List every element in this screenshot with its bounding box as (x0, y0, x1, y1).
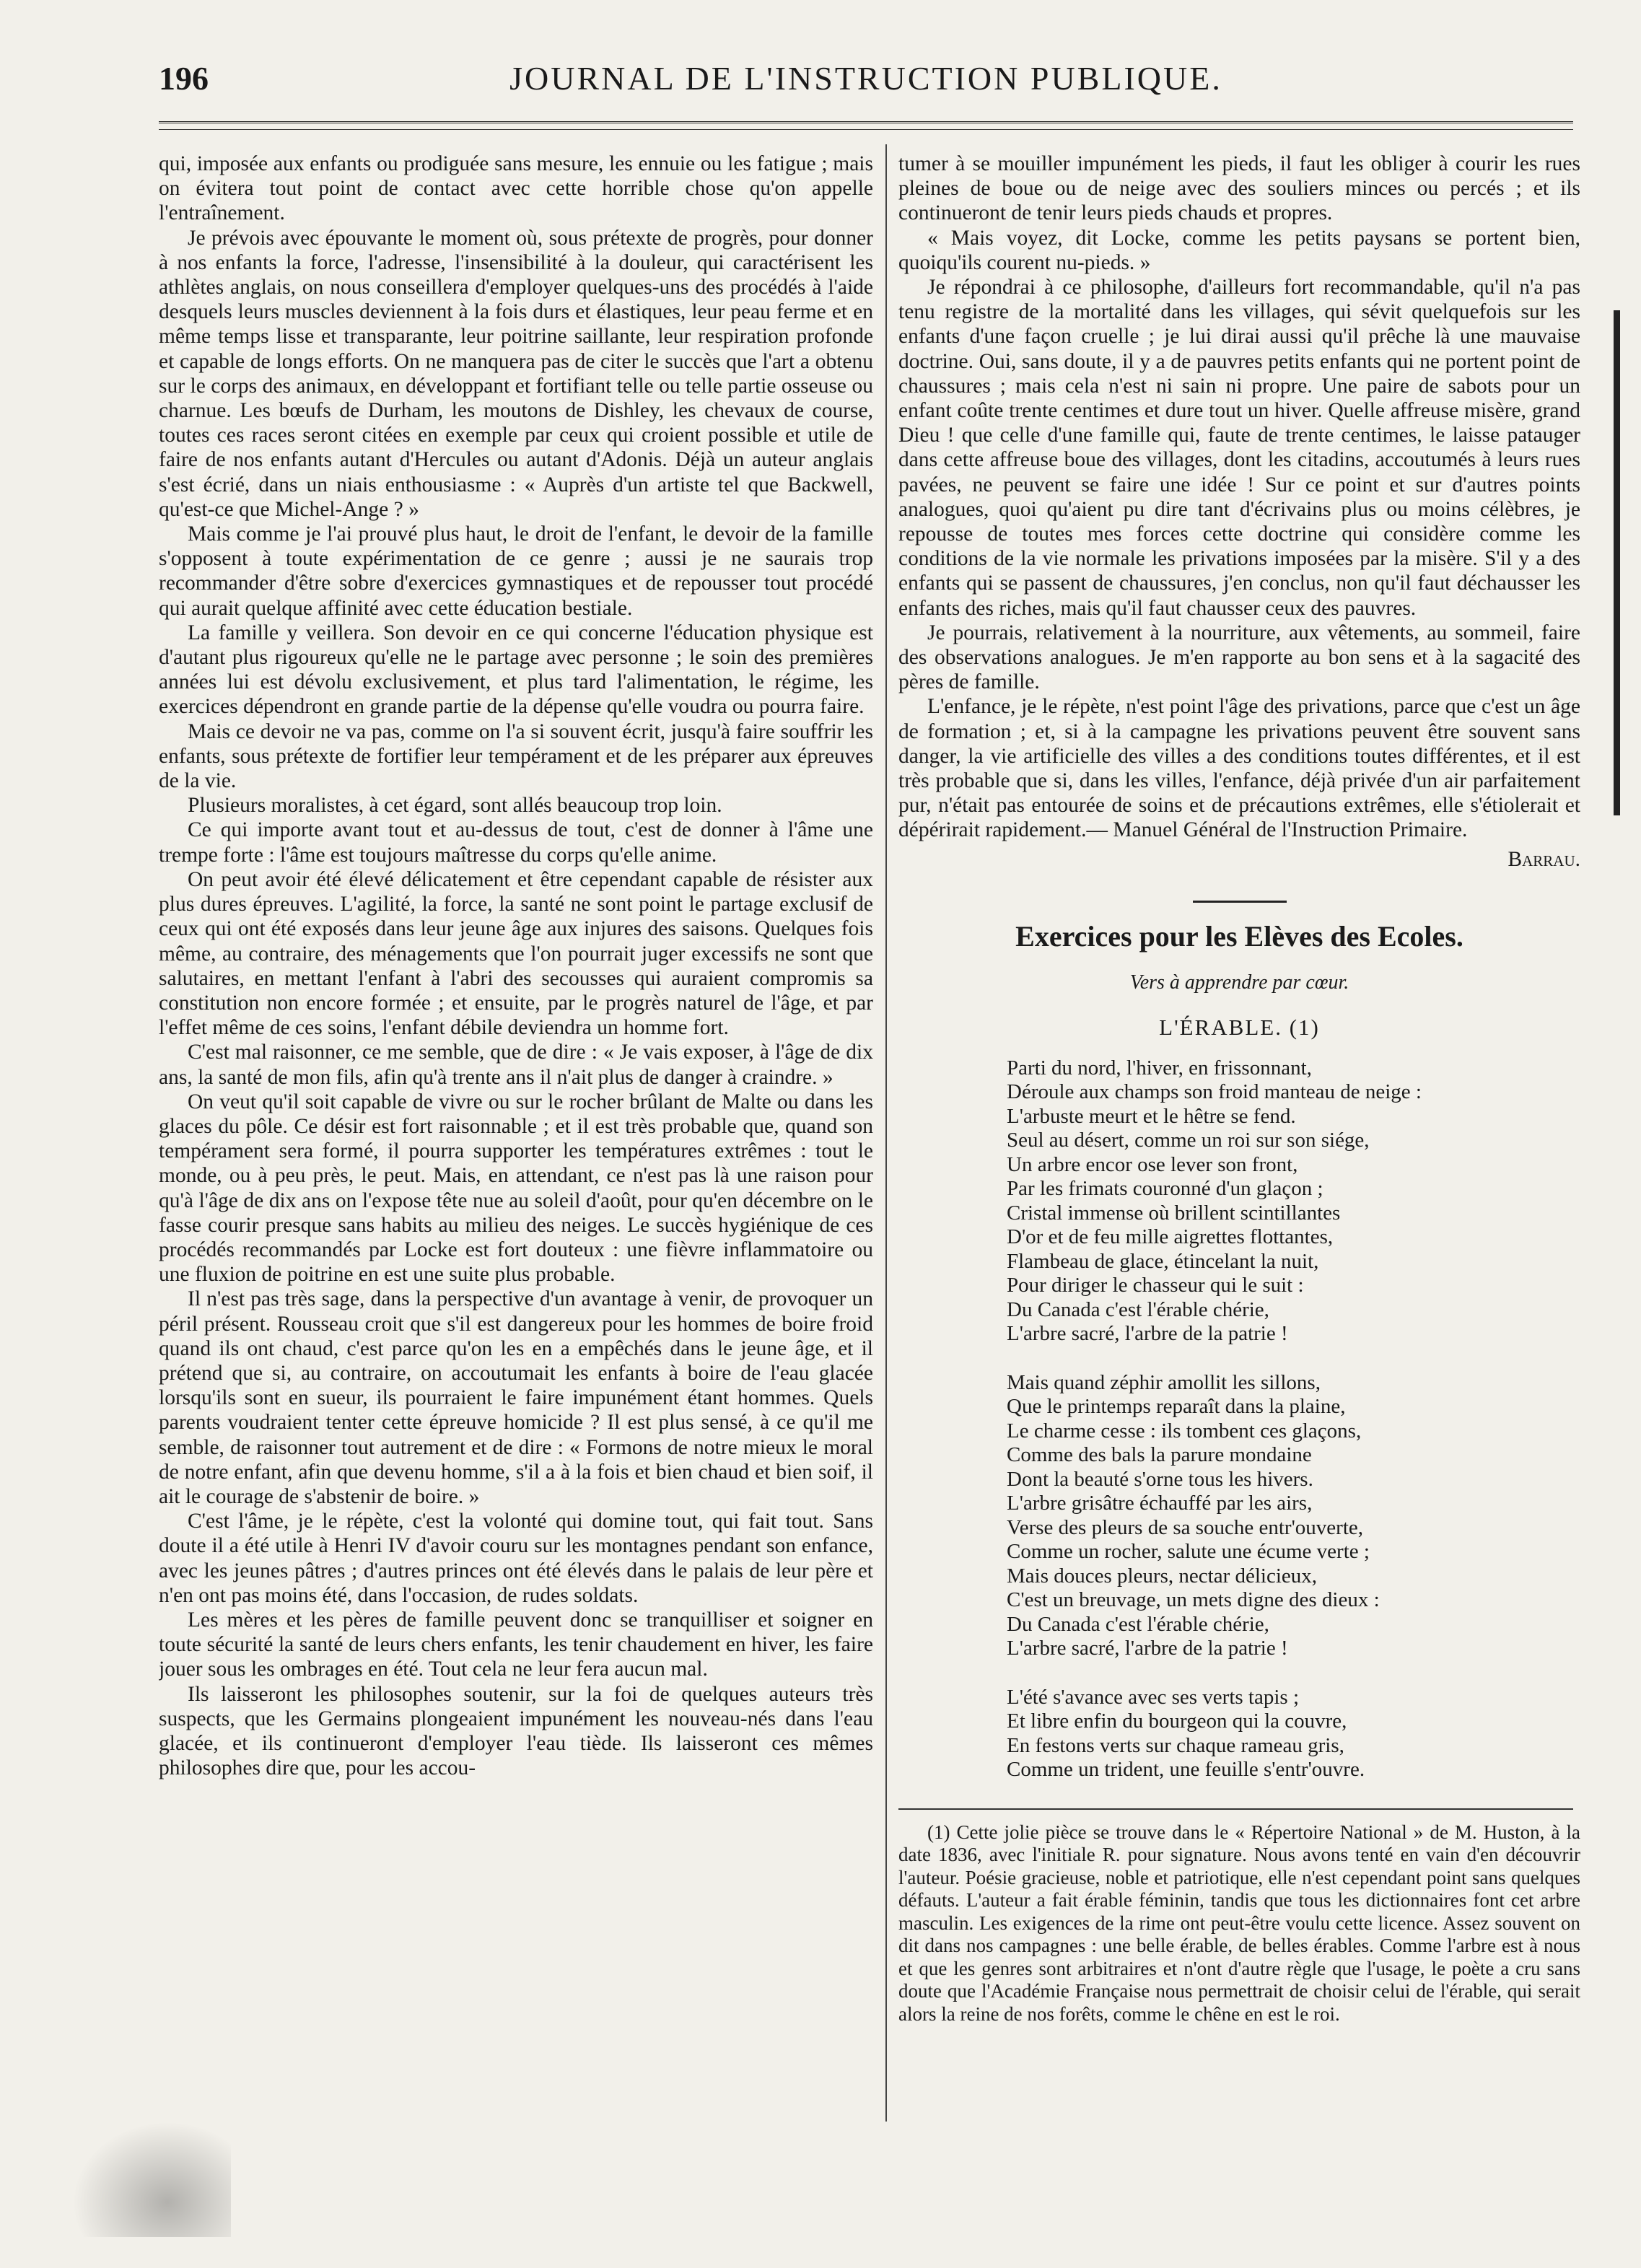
poem (1007, 1056, 1580, 1782)
poem-line: L'arbre sacré, l'arbre de la patrie ! (1007, 1322, 1288, 1345)
paragraph: Je répondrai à ce philosophe, d'ailleurs fort recommandable, qu'il n'a pas tenu registre de la mortalité dans les villages, qui sévit quelquefois sur les enfants d'une façon cruelle ; je lui dirai aussi qu'il prêche là une mauvaise doctrine. Oui, sans doute, il y a de pauvres petits enfants qui ne portent point de chaussures ; mais cela n'est ni sain ni propre. Une paire de sabots pour un enfant coûte trente centimes et dure tout un hiver. Quelle affreuse misère, grand Dieu ! que celle d'une famille qui, faute de trente centimes, le laisse patauger dans cette affreuse boue des villages, dont les citadins, accoutumés à leurs rues pavées, ne peuvent se faire une idée ! Sur ce point et sur d'autres points analogues, quoi qu'aient pu dire tant d'écrivains plus ou moins célèbres, je repousse de toutes mes forces cette doctrine qui considère comme les conditions de la vie normale les privations imposées par la misère. S'il y a des enfants qui se passent de chaussures, j'en conclus, non qu'il faut déchausser les enfants des riches, mais qu'il faut chausser ceux des pauvres. (898, 276, 1580, 620)
poem-line: L'été s'avance avec ses verts tapis ; (1007, 1685, 1299, 1709)
paragraph: Les mères et les pères de famille peuvent donc se tranquilliser et soigner en toute sécurité la santé de leurs chers enfants, les tenir chaudement en hiver, les faire jouer sous les ombrages en été. Tout cela ne leur fera aucun mal. (159, 1608, 873, 1681)
poem-stanza (1007, 1056, 1580, 1347)
poem-line: Mais douces pleurs, nectar délicieux, (1007, 1564, 1318, 1588)
poem-line: Le charme cesse : ils tombent ces glaçons, (1007, 1419, 1362, 1442)
paragraph: Mais comme je l'ai prouvé plus haut, le droit de l'enfant, le devoir de la famille s'opposent à toute expérimentation de ce genre ; aussi je ne saurais trop recommander d'être sobre d'exercices gymnastiques et de repousser tout procédé qui aurait quelque affinité avec cette éducation bestiale. (159, 522, 873, 620)
paragraph: Ils laisseront les philosophes soutenir, sur la foi de quelques auteurs très suspects, que les Germains plongeaient impunément les nouveau-nés dans l'eau glacée, et ils continueront d'employer l'eau tiède. Ils laisseront ces mêmes philosophes dire que, pour les accou- (159, 1682, 873, 1780)
page-number: 196 (159, 60, 209, 97)
poem-title: L'ÉRABLE. (1) (1159, 1015, 1320, 1041)
section-title: Exercices pour les Elèves des Ecoles. (1015, 919, 1463, 953)
section-rule (1193, 901, 1287, 903)
paragraph: Mais ce devoir ne va pas, comme on l'a si souvent écrit, jusqu'à faire souffrir les enfants, sous prétexte de fortifier leur tempérament et de les préparer aux épreuves de la vie. (159, 719, 873, 793)
margin-bar (1614, 310, 1620, 815)
poem-line: L'arbre sacré, l'arbre de la patrie ! (1007, 1637, 1288, 1660)
page-header (159, 59, 1573, 110)
paragraph: Je pourrais, relativement à la nourriture, aux vêtements, au sommeil, faire des observations analogues. Je m'en rapporte au bon sens et à la sagacité des pères de famille. (898, 621, 1580, 694)
poem-stanza (1007, 1371, 1580, 1661)
poem-line: Du Canada c'est l'érable chérie, (1007, 1297, 1269, 1321)
header-rule (159, 121, 1573, 130)
poem-line: Cristal immense où brillent scintillantes (1007, 1201, 1341, 1225)
paragraph: Ce qui importe avant tout et au-dessus de tout, c'est de donner à l'âme une trempe forte : l'âme est toujours maîtresse du corps qu'elle anime. (159, 818, 873, 867)
right-column (898, 152, 1580, 2215)
poem-line: Dont la beauté s'orne tous les hivers. (1007, 1467, 1313, 1491)
paragraph: « Mais voyez, dit Locke, comme les petits paysans se portent bien, quoiqu'ils courent nu-pieds. » (898, 226, 1580, 274)
poem-line: Du Canada c'est l'érable chérie, (1007, 1612, 1269, 1636)
poem-line: Un arbre encor ose lever son front, (1007, 1152, 1298, 1176)
paragraph: Je prévois avec épouvante le moment où, sous prétexte de progrès, pour donner à nos enfants la force, l'adresse, l'insensibilité à la douleur, qui caractérisent les athlètes anglais, on nous conseillera d'employer quelques-uns des procédés à l'aide desquels leurs muscles deviennent à la fois durs et élastiques, leur peau ferme et en même temps lisse et transparante, leur poitrine saillante, leur respiration profonde et capable de longs efforts. On ne manquera pas de citer le succès que l'art a obtenu sur le corps des animaux, en développant et fortifiant telle ou telle partie osseuse ou charnue. Les bœufs de Durham, les moutons de Dishley, les chevaux de course, toutes ces races seront citées en exemple par ceux qui croient possible et utile de faire de nos enfants autant d'Hercules ou autant d'Adonis. Déjà un auteur anglais s'est écrié, dans un niais enthousiasme : « Auprès d'un artiste tel que Backwell, qu'est-ce que Michel-Ange ? » (159, 226, 873, 521)
column-divider (885, 144, 887, 2122)
paragraph: Il n'est pas très sage, dans la perspective d'un avantage à venir, de provoquer un péril présent. Rousseau croit que s'il est dangereux pour les hommes de boire froid quand ils ont chaud, c'est parce qu'on les en a empêchés dans le jeune âge, et il prétend que si, au contraire, on accoutumait les enfants à boire de l'eau glacée lorsqu'ils sont en sueur, ils pourraient le faire impunément étant hommes. Quels parents voudraient tenter cette épreuve homicide ? Il est plus sensé, à ce qu'il me semble, de raisonner tout autrement et de dire : « Formons de notre mieux le moral de notre enfant, afin que devenu homme, s'il a à la fois et bien chaud et bien soif, il ait le courage de s'abstenir de boire. » (159, 1287, 873, 1508)
poem-line: Flambeau de glace, étincelant la nuit, (1007, 1249, 1319, 1273)
journal-title: JOURNAL DE L'INSTRUCTION PUBLIQUE. (509, 60, 1222, 97)
poem-line: D'or et de feu mille aigrettes flottantes, (1007, 1225, 1334, 1248)
poem-line: Que le printemps reparaît dans la plaine, (1007, 1395, 1346, 1418)
footnote-rule (898, 1808, 1573, 1810)
paragraph: On veut qu'il soit capable de vivre ou sur le rocher brûlant de Malte ou dans les glaces du pôle. Ce désir est fort raisonnable ; et il est très probable que, quand son tempérament sera formé, il pourra supporter les températures extrêmes : tout le monde, ou à peu près, le peut. Mais, en attendant, ce n'est pas là une raison pour qu'à l'âge de dix ans on l'expose tête nue au soleil d'août, pour qu'en décembre on le fasse courir presque sans habits au milieu des neiges. Le succès hygiénique de ces procédés recommandés par Locke est fort douteux : une fièvre inflammatoire ou une fluxion de poitrine en est une suite plus probable. (159, 1090, 873, 1287)
poem-line: Mais quand zéphir amollit les sillons, (1007, 1370, 1321, 1394)
poem-line: Et libre enfin du bourgeon qui la couvre, (1007, 1709, 1347, 1733)
poem-line: Comme un rocher, salute une écume verte ; (1007, 1540, 1370, 1563)
poem-line: Pour diriger le chasseur qui le suit : (1007, 1274, 1304, 1297)
poem-line: C'est un breuvage, un mets digne des dieux : (1007, 1588, 1380, 1611)
author-signature: Barrau. (1507, 847, 1580, 871)
poem-line: Comme des bals la parure mondaine (1007, 1443, 1312, 1466)
section-subtitle: Vers à apprendre par cœur. (1129, 971, 1349, 994)
paragraph: C'est mal raisonner, ce me semble, que de dire : « Je vais exposer, à l'âge de dix ans, la santé de mon fils, afin qu'à trente ans il n'ait plus de danger à craindre. » (159, 1041, 873, 1089)
poem-line: Déroule aux champs son froid manteau de neige : (1007, 1080, 1422, 1103)
paragraph: On peut avoir été élevé délicatement et être cependant capable de résister aux plus dures épreuves. L'agilité, la force, la santé ne sont point le partage exclusif de ceux qui ont été exposés dans leur jeune âge aux injures des saisons. Quelques fois même, au contraire, des ménagements que l'on pourrait juger excessifs ne sont que salutaires, en mettant l'enfant à l'abri des secousses qui auraient compromis sa constitution non encore formée ; et ensuite, par le progrès naturel de l'âge, et par l'effet même de ces soins, l'enfant débile deviendra un homme fort. (159, 867, 873, 1040)
poem-line: Parti du nord, l'hiver, en frissonnant, (1007, 1056, 1312, 1080)
paragraph: tumer à se mouiller impunément les pieds, il faut les obliger à courir les rues pleines de boue ou de neige avec des souliers minces ou percés ; et ils continueront de tenir leurs pieds chauds et propres. (898, 152, 1580, 225)
poem-line: L'arbre grisâtre échauffé par les airs, (1007, 1492, 1313, 1515)
paragraph: qui, imposée aux enfants ou prodiguée sans mesure, les ennuie ou les fatigue ; mais on évitera tout point de contact avec cette horrible chose qu'on appelle l'entraînement. (159, 152, 873, 225)
paragraph: C'est l'âme, je le répète, c'est la volonté qui domine tout, qui fait tout. Sans doute il a été utile à Henri IV d'avoir couru sur les montagnes pendant son enfance, avec les jeunes pâtres ; d'autres princes ont été élevés dans le palais de leur père et n'en ont pas moins été, dans l'occasion, de rudes soldats. (159, 1510, 873, 1607)
poem-line: Par les frimats couronné d'un glaçon ; (1007, 1177, 1323, 1200)
paragraph: L'enfance, je le répète, n'est point l'âge des privations, parce que c'est un âge de formation ; et, si à la campagne les privations peuvent être souvent sans danger, la vie artificielle des villes a des conditions toutes différentes, et il est très probable que si, dans les villes, l'enfance, déjà privée d'un air parfaitement pur, n'était pas entourée de soins et de précautions extrêmes, elle s'étiolerait et dépérirait rapidement.— Manuel Général de l'Instruction Primaire. (898, 695, 1580, 842)
poem-line: L'arbuste meurt et le hêtre se fend. (1007, 1104, 1296, 1128)
poem-line: Comme un trident, une feuille s'entr'ouvre. (1007, 1758, 1365, 1781)
poem-line: En festons verts sur chaque rameau gris, (1007, 1733, 1344, 1757)
left-column (159, 152, 873, 2215)
poem-line: Seul au désert, comme un roi sur son siége, (1007, 1129, 1370, 1152)
poem-stanza (1007, 1686, 1580, 1782)
paragraph: La famille y veillera. Son devoir en ce qui concerne l'éducation physique est d'autant plus rigoureux qu'elle ne le partage avec personne ; le soin des premières années lui est dévolu exclusivement, et plus tard l'alimentation, le régime, les exercices dépendront en grande partie de la dépense qu'elle voudra ou pourra faire. (159, 621, 873, 719)
paragraph: Plusieurs moralistes, à cet égard, sont allés beaucoup trop loin. (188, 794, 722, 818)
footnote: (1) Cette jolie pièce se trouve dans le « Répertoire National » de M. Huston, à la date 1836, avec l'initiale R. pour signature. Nous avons tenté en vain d'en découvrir l'auteur. Poésie gracieuse, noble et patriotique, elle n'est cependant point sans quelques défauts. L'auteur a fait érable féminin, tandis que tous les dictionnaires font cet arbre masculin. Les exigences de la rime ont peut-être voulu cette licence. Assez souvent on dit dans nos campagnes : une belle érable, de belles érables. Comme l'arbre est à nous et que les genres sont arbitraires et n'ont d'autre règle que l'usage, le poète a cru sans doute que l'Académie Française nous permettrait de choisir celui de l'érable, qui serait alors la reine de nos forêts, comme le chêne en est le roi. (898, 1821, 1580, 2025)
ink-smudge (72, 2122, 231, 2237)
poem-line: Verse des pleurs de sa souche entr'ouverte, (1007, 1515, 1364, 1539)
